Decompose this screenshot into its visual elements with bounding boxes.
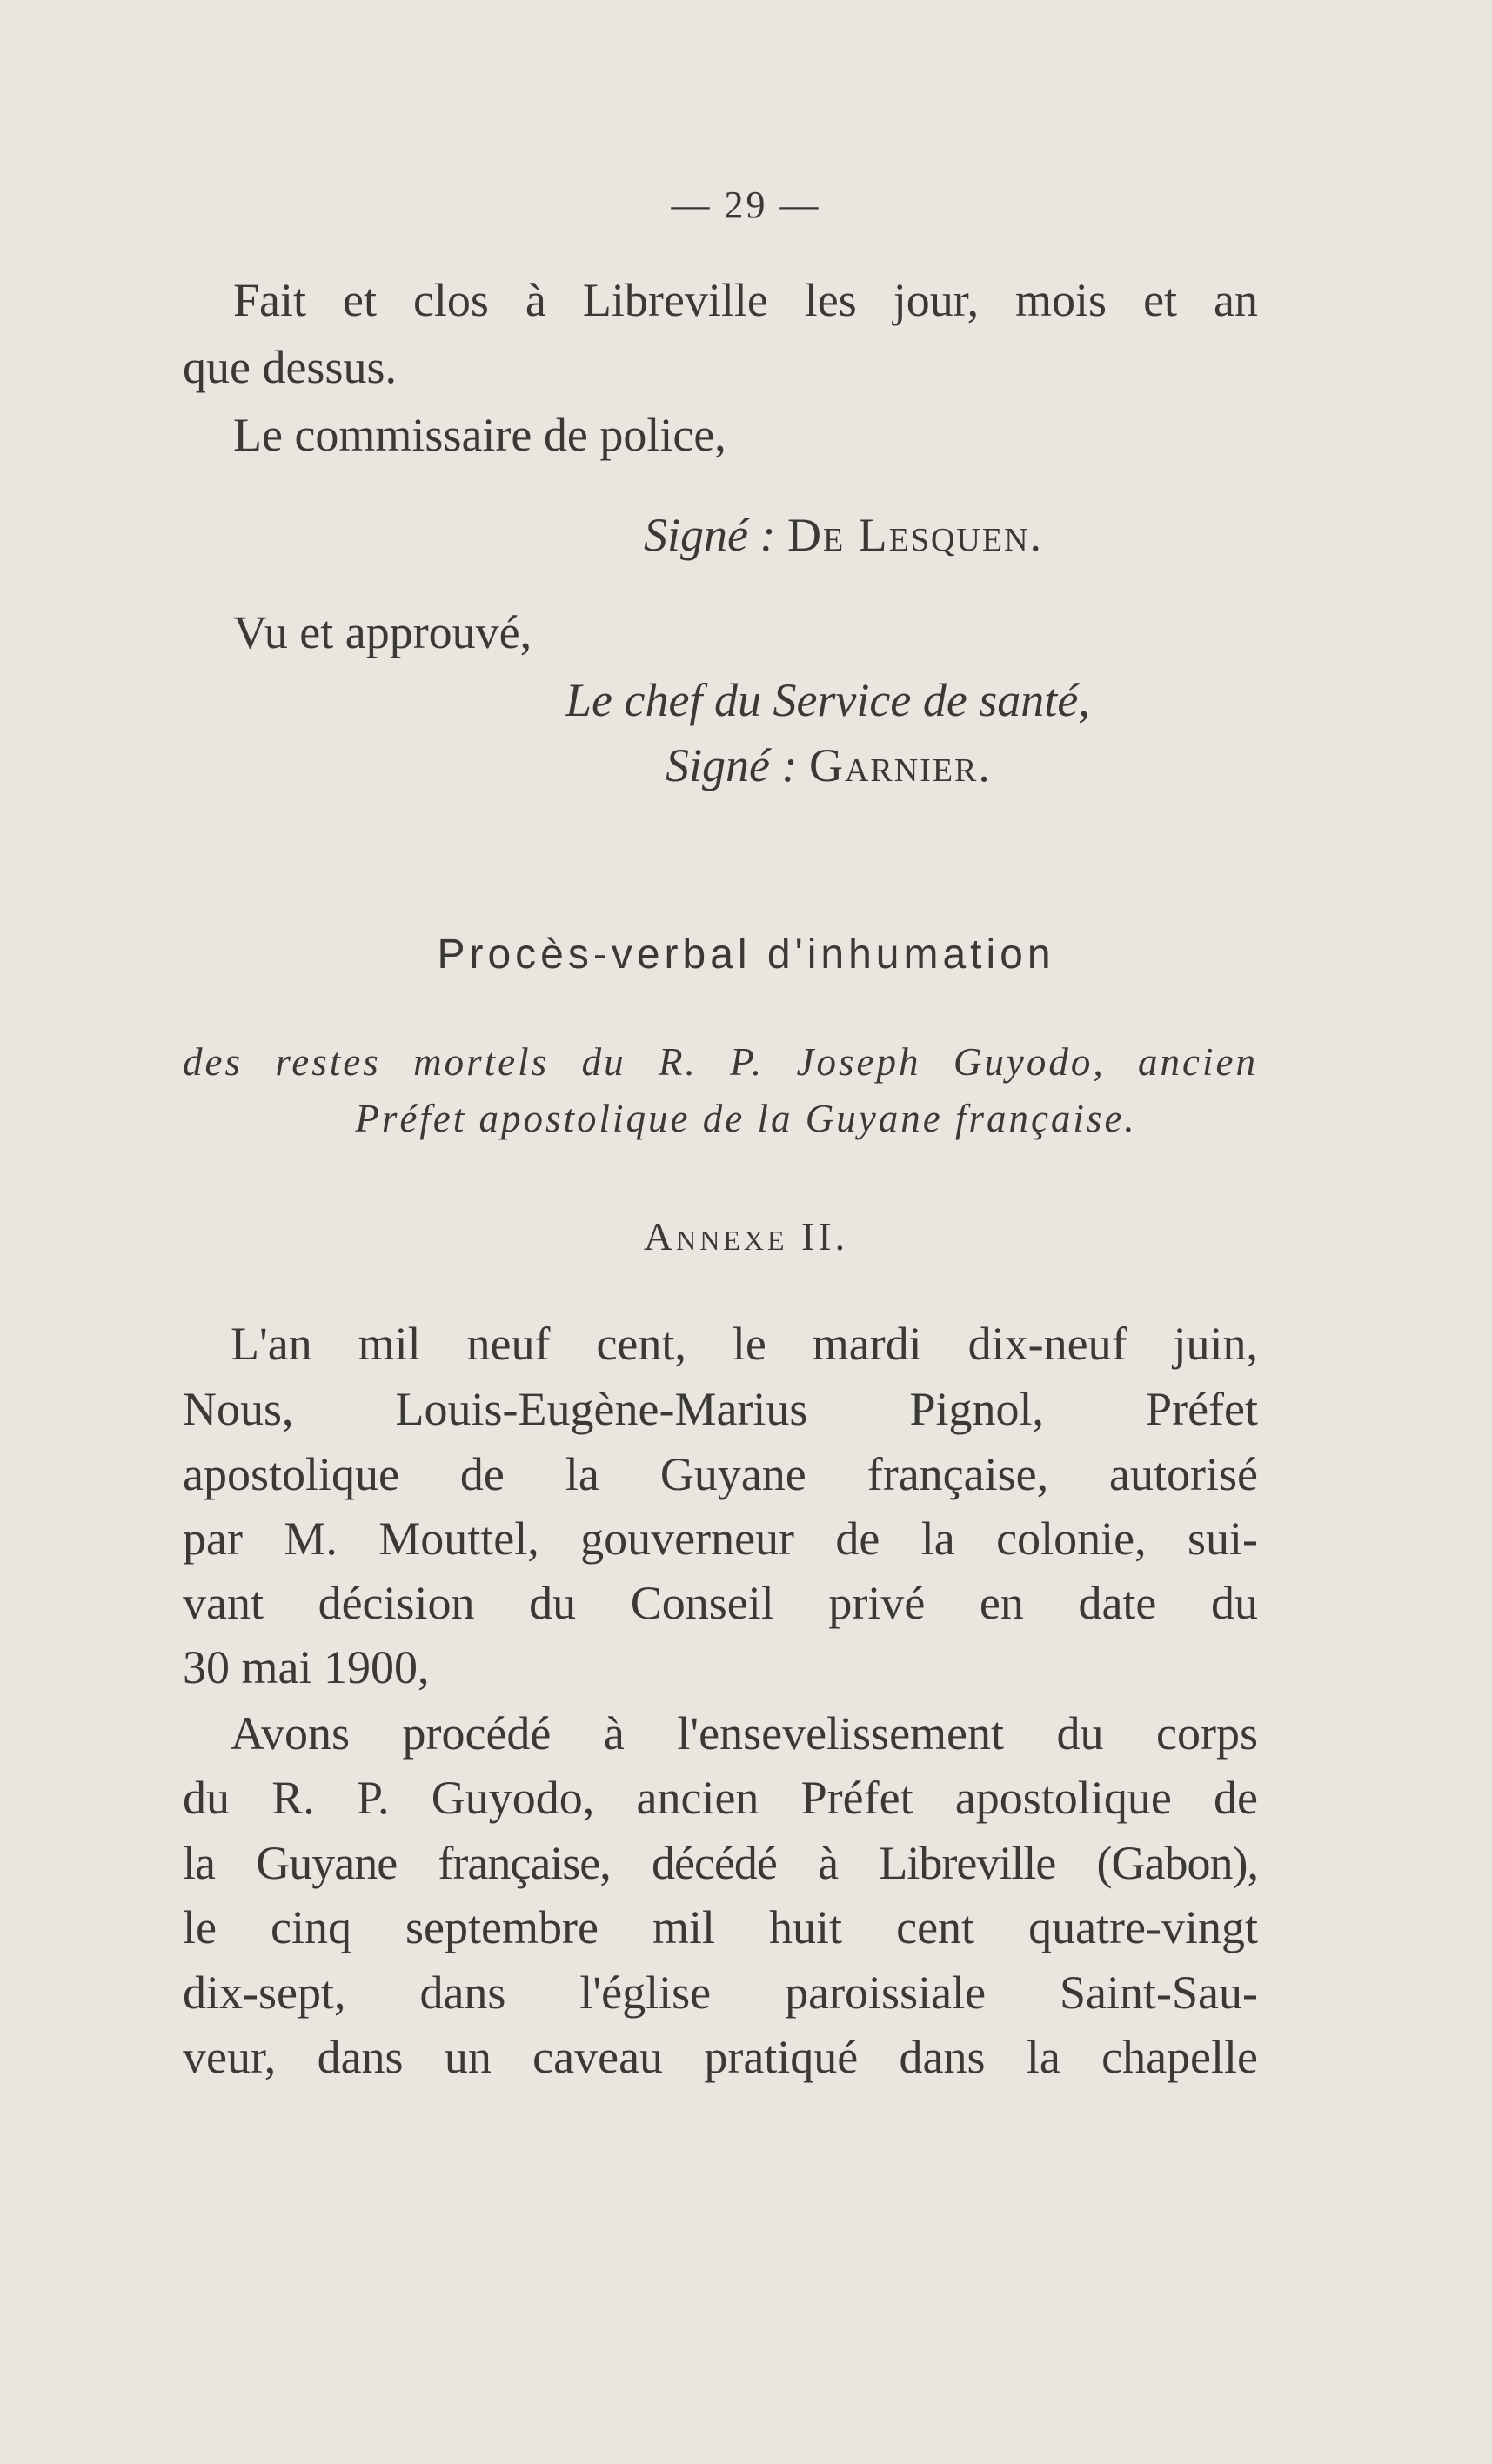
- closing-line-2: que dessus.: [183, 341, 397, 393]
- body-line-5: vant décision du Conseil privé en date du: [183, 1577, 1258, 1629]
- signe-label: Signé :: [644, 509, 776, 561]
- signature-garnier: [666, 735, 992, 796]
- section-title: Procès-verbal d'inhumation: [437, 932, 1055, 978]
- chef-service-sante: Le chef du Service de santé,: [565, 674, 1090, 726]
- body-line-1: L'an mil neuf cent, le mardi dix-neuf juin,: [231, 1318, 1258, 1370]
- body-line-6: 30 mai 1900,: [183, 1641, 430, 1693]
- section-subtitle-line-2: Préfet apostolique de la Guyane française.: [355, 1097, 1137, 1140]
- vu-approuve: Vu et approuvé,: [233, 606, 532, 658]
- signe-label: Signé :: [666, 739, 798, 791]
- annex-label: Annexe II.: [643, 1214, 849, 1259]
- body-line-12: veur, dans un caveau pratiqué dans la chapelle: [183, 2031, 1258, 2083]
- body-line-8: du R. P. Guyodo, ancien Préfet apostolique de: [183, 1772, 1258, 1824]
- body-line-9: la Guyane française, décédé à Libreville (Gabon),: [183, 1837, 1258, 1889]
- section-subtitle-line-1: des restes mortels du R. P. Joseph Guyodo, ancien: [183, 1040, 1258, 1084]
- body-line-10: le cinq septembre mil huit cent quatre-vingt: [183, 1901, 1258, 1953]
- body-line-11: dix-sept, dans l'église paroissiale Saint-Sau-: [183, 1967, 1258, 2019]
- signer-name: De Lesquen.: [786, 509, 1044, 561]
- page-number: — 29 —: [671, 184, 821, 226]
- body-line-2: Nous, Louis-Eugène-Marius Pignol, Préfet: [183, 1383, 1258, 1435]
- closing-line-1: Fait et clos à Libreville les jour, mois et an: [233, 274, 1258, 326]
- signer-name: Garnier.: [808, 739, 992, 791]
- signature-de-lesquen: [644, 504, 1043, 565]
- body-line-7: Avons procédé à l'ensevelissement du corps: [231, 1707, 1258, 1760]
- body-line-3: apostolique de la Guyane française, autorisé: [183, 1448, 1258, 1500]
- commissaire-line: Le commissaire de police,: [233, 409, 726, 461]
- body-line-4: par M. Mouttel, gouverneur de la colonie, sui-: [183, 1512, 1258, 1565]
